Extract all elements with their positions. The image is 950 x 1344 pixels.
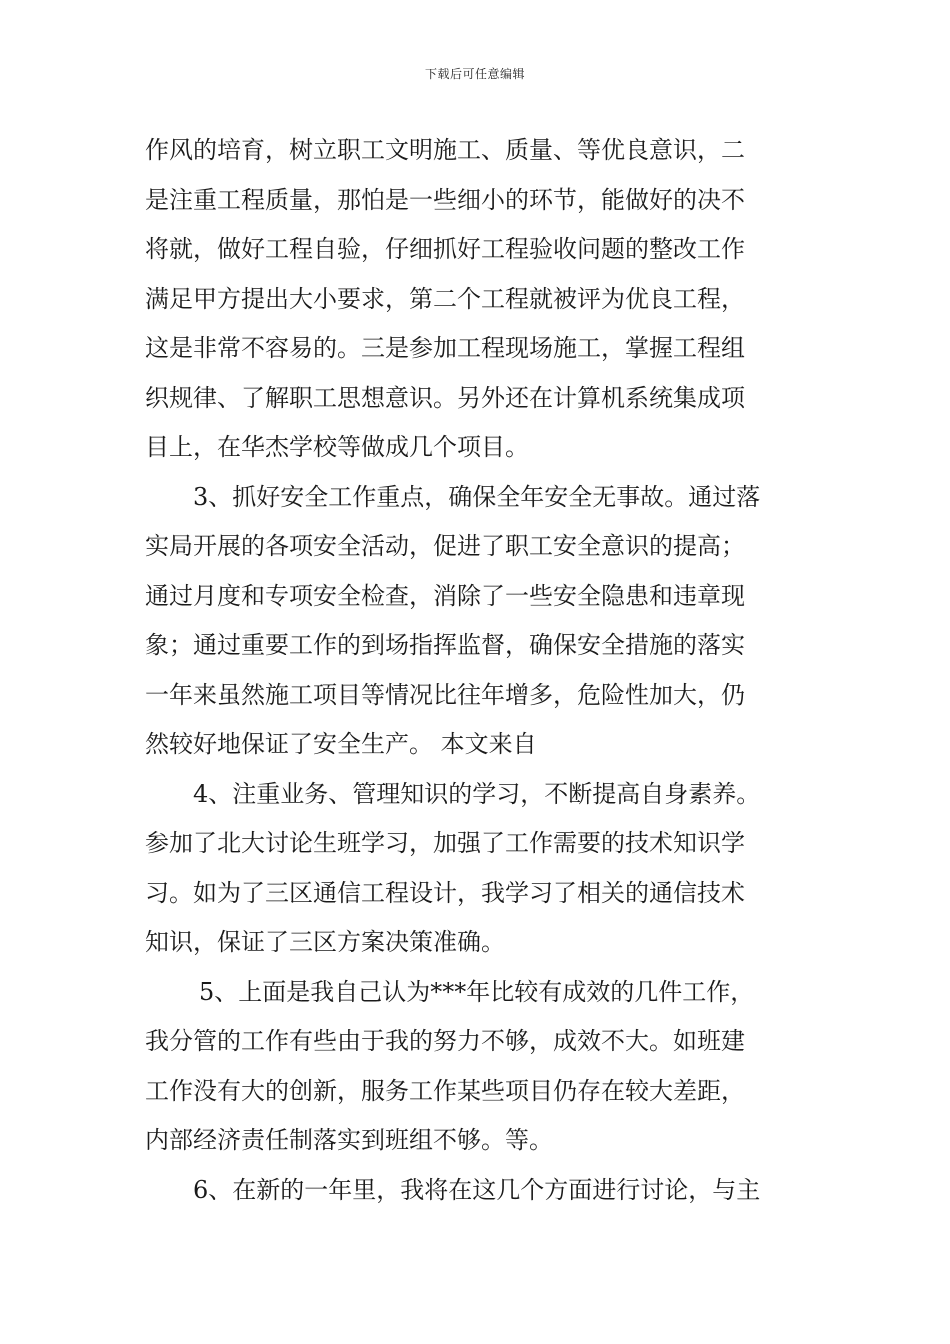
text-line: 通过月度和专项安全检查，消除了一些安全隐患和违章现 <box>145 581 745 610</box>
document-body <box>145 126 815 1215</box>
text-line: 工作没有大的创新，服务工作某些项目仍存在较大差距， <box>145 1076 745 1105</box>
text-line: 实局开展的各项安全活动，促进了职工安全意识的提高； <box>145 532 745 560</box>
text-line: 参加了北大讨论生班学习，加强了工作需要的技术知识学 <box>145 829 745 857</box>
paragraph-3-start: 3、抓好安全工作重点，确保全年安全无事故。通过落 <box>193 482 761 511</box>
text-line: 然较好地保证了安全生产。 本文来自 <box>145 730 537 758</box>
text-line: 目上，在华杰学校等做成几个项目。 <box>145 433 529 461</box>
page-header: 下载后可任意编辑 <box>424 67 525 81</box>
text-line: 象；通过重要工作的到场指挥监督，确保安全措施的落实 <box>145 631 745 659</box>
text-line: 一年来虽然施工项目等情况比往年增多，危险性加大，仍 <box>145 680 745 709</box>
text-line: 习。如为了三区通信工程设计，我学习了相关的通信技术 <box>145 878 745 907</box>
text-line: 我分管的工作有些由于我的努力不够，成效不大。如班建 <box>145 1027 745 1055</box>
paragraph-6-start: 6、在新的一年里，我将在这几个方面进行讨论，与主 <box>193 1175 761 1204</box>
text-line: 作风的培育，树立职工文明施工、质量、等优良意识，二 <box>145 136 745 164</box>
text-line: 这是非常不容易的。三是参加工程现场施工，掌握工程组 <box>145 334 745 362</box>
text-line: 内部经济责任制落实到班组不够。等。 <box>145 1126 553 1154</box>
text-line: 是注重工程质量，那怕是一些细小的环节，能做好的决不 <box>145 185 745 214</box>
text-line: 知识，保证了三区方案决策准确。 <box>145 928 505 956</box>
text-line: 将就，做好工程自验，仔细抓好工程验收问题的整改工作 <box>145 235 745 263</box>
text-line: 满足甲方提出大小要求，第二个工程就被评为优良工程， <box>145 284 745 313</box>
paragraph-5-start: 5、上面是我自己认为***年比较有成效的几件工作， <box>199 977 755 1006</box>
paragraph-4-start: 4、注重业务、管理知识的学习，不断提高自身素养。 <box>193 779 761 808</box>
text-line: 织规律、了解职工思想意识。另外还在计算机系统集成项 <box>145 383 745 412</box>
